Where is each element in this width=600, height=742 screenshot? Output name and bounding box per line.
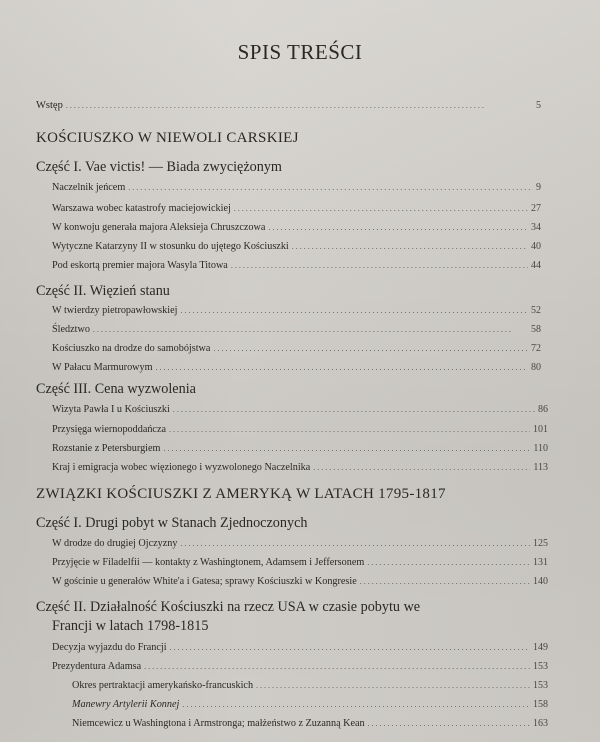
toc-page-number: 158 bbox=[533, 699, 548, 710]
toc-entry-label: Okres pertraktacji amerykańsko-francuskich bbox=[72, 680, 254, 691]
toc-entry-intro[interactable] bbox=[36, 100, 541, 111]
toc-subentry[interactable] bbox=[72, 699, 548, 710]
toc-entry-label: W Pałacu Marmurowym bbox=[52, 362, 153, 373]
toc-entry-label: Niemcewicz u Washingtona i Armstronga; małżeństwo z Zuzanną Kean bbox=[72, 718, 365, 729]
toc-entry[interactable] bbox=[52, 404, 548, 415]
toc-entry-label: W konwoju generała majora Aleksieja Chruszczowa bbox=[52, 222, 266, 233]
toc-entry[interactable] bbox=[52, 538, 548, 549]
toc-entry-label: W drodze do drugiej Ojczyzny bbox=[52, 538, 178, 549]
toc-page-number: 163 bbox=[533, 718, 548, 729]
toc-entry[interactable] bbox=[52, 260, 541, 271]
toc-entry[interactable] bbox=[52, 241, 541, 252]
dot-leader bbox=[231, 261, 528, 270]
dot-leader bbox=[360, 577, 530, 586]
page-title: SPIS TREŚCI bbox=[237, 40, 363, 64]
dot-leader bbox=[128, 183, 533, 192]
toc-entry-label: Kraj i emigracja wobec więzionego i wyzwolonego Naczelnika bbox=[52, 462, 311, 473]
toc-page-number: 153 bbox=[533, 680, 548, 691]
toc-page-number: 27 bbox=[531, 203, 541, 214]
toc-entry[interactable] bbox=[52, 182, 541, 193]
toc-entry-label: Manewry Artylerii Konnej bbox=[72, 699, 180, 710]
toc-entry[interactable] bbox=[52, 324, 541, 335]
chapter-title-line1: Część II. Działalność Kościuszki na rzecz USA w czasie pobytu we bbox=[36, 599, 421, 615]
toc-entry[interactable] bbox=[52, 222, 541, 233]
toc-entry[interactable] bbox=[52, 362, 541, 373]
chapter-title: Część III. Cena wyzwolenia bbox=[36, 381, 196, 397]
toc-subentry[interactable] bbox=[72, 680, 548, 691]
toc-entry-label: Wizyta Pawła I u Kościuszki bbox=[52, 404, 170, 415]
toc-page-number: 101 bbox=[533, 424, 548, 435]
dot-leader bbox=[367, 558, 530, 567]
toc-page-number: 58 bbox=[531, 324, 541, 335]
toc-page-number: 34 bbox=[531, 222, 541, 233]
chapter-title: Część II. Więzień stanu bbox=[36, 283, 170, 299]
toc-page-number: 9 bbox=[536, 182, 541, 193]
toc-entry[interactable] bbox=[52, 642, 548, 653]
toc-page-number: 140 bbox=[533, 576, 548, 587]
toc-page-number: 153 bbox=[533, 661, 548, 672]
toc-entry[interactable] bbox=[52, 343, 541, 354]
toc-page-number: 125 bbox=[533, 538, 548, 549]
dot-leader bbox=[234, 204, 528, 213]
toc-entry[interactable] bbox=[52, 203, 541, 214]
chapter-title-line2: Francji w latach 1798-1815 bbox=[52, 618, 209, 634]
dot-leader bbox=[173, 405, 535, 414]
toc-entry-label: Śledztwo bbox=[52, 324, 90, 335]
toc-page-number: 80 bbox=[531, 362, 541, 373]
toc-entry-label: Rozstanie z Petersburgiem bbox=[52, 443, 161, 454]
chapter-title: Część I. Drugi pobyt w Stanach Zjednoczonych bbox=[36, 515, 308, 531]
dot-leader bbox=[213, 344, 528, 353]
toc-entry[interactable] bbox=[52, 443, 548, 454]
toc-entry-label: W gościnie u generałów White'a i Gatesa; sprawy Kościuszki w Kongresie bbox=[52, 576, 357, 587]
toc-subentry[interactable] bbox=[72, 718, 548, 729]
dot-leader bbox=[93, 325, 528, 334]
toc-entry-label: Prezydentura Adamsa bbox=[52, 661, 142, 672]
toc-entry[interactable] bbox=[52, 576, 548, 587]
toc-page-number: 86 bbox=[538, 404, 548, 415]
chapter-title: Część I. Vae victis! — Biada zwyciężonym bbox=[36, 159, 282, 175]
part-title: ZWIĄZKI KOŚCIUSZKI Z AMERYKĄ W LATACH 1795-1817 bbox=[36, 486, 446, 502]
toc-entry[interactable] bbox=[52, 424, 548, 435]
toc-entry-label: W twierdzy pietropawłowskiej bbox=[52, 305, 178, 316]
dot-leader bbox=[256, 681, 530, 690]
toc-entry-label: Kościuszko na drodze do samobójstwa bbox=[52, 343, 211, 354]
toc-page-number: 52 bbox=[531, 305, 541, 316]
toc-page-number: 44 bbox=[531, 260, 541, 271]
dot-leader bbox=[182, 700, 530, 709]
dot-leader bbox=[163, 444, 530, 453]
dot-leader bbox=[66, 101, 533, 110]
toc-entry[interactable] bbox=[52, 661, 548, 672]
toc-entry-label: Pod eskortą premier majora Wasyla Titowa bbox=[52, 260, 228, 271]
toc-page-number: 40 bbox=[531, 241, 541, 252]
toc-page-number: 72 bbox=[531, 343, 541, 354]
toc-page-number: 5 bbox=[536, 100, 541, 111]
toc-page-number: 113 bbox=[533, 462, 548, 473]
dot-leader bbox=[170, 643, 530, 652]
toc-entry[interactable] bbox=[52, 557, 548, 568]
toc-entry-label: Decyzja wyjazdu do Francji bbox=[52, 642, 167, 653]
dot-leader bbox=[156, 363, 528, 372]
chapter-title bbox=[36, 598, 420, 636]
toc-entry-label: Przysięga wiernopoddańcza bbox=[52, 424, 166, 435]
toc-entry-label: Wytyczne Katarzyny II w stosunku do ujętego Kościuszki bbox=[52, 241, 289, 252]
toc-page-number: 110 bbox=[533, 443, 548, 454]
toc-entry-label: Warszawa wobec katastrofy maciejowickiej bbox=[52, 203, 231, 214]
dot-leader bbox=[292, 242, 528, 251]
part-title: KOŚCIUSZKO W NIEWOLI CARSKIEJ bbox=[36, 130, 299, 146]
dot-leader bbox=[368, 719, 530, 728]
toc-page-number: 131 bbox=[533, 557, 548, 568]
toc-entry[interactable] bbox=[52, 462, 548, 473]
dot-leader bbox=[144, 662, 530, 671]
toc-entry[interactable] bbox=[52, 305, 541, 316]
dot-leader bbox=[180, 539, 530, 548]
toc-entry-label: Wstęp bbox=[36, 100, 63, 111]
dot-leader bbox=[169, 425, 530, 434]
toc-entry-label: Naczelnik jeńcem bbox=[52, 182, 126, 193]
dot-leader bbox=[313, 463, 530, 472]
toc-page-number: 149 bbox=[533, 642, 548, 653]
dot-leader bbox=[180, 306, 528, 315]
toc-entry-label: Przyjęcie w Filadelfii — kontakty z Washingtonem, Adamsem i Jeffersonem bbox=[52, 557, 365, 568]
dot-leader bbox=[268, 223, 528, 232]
